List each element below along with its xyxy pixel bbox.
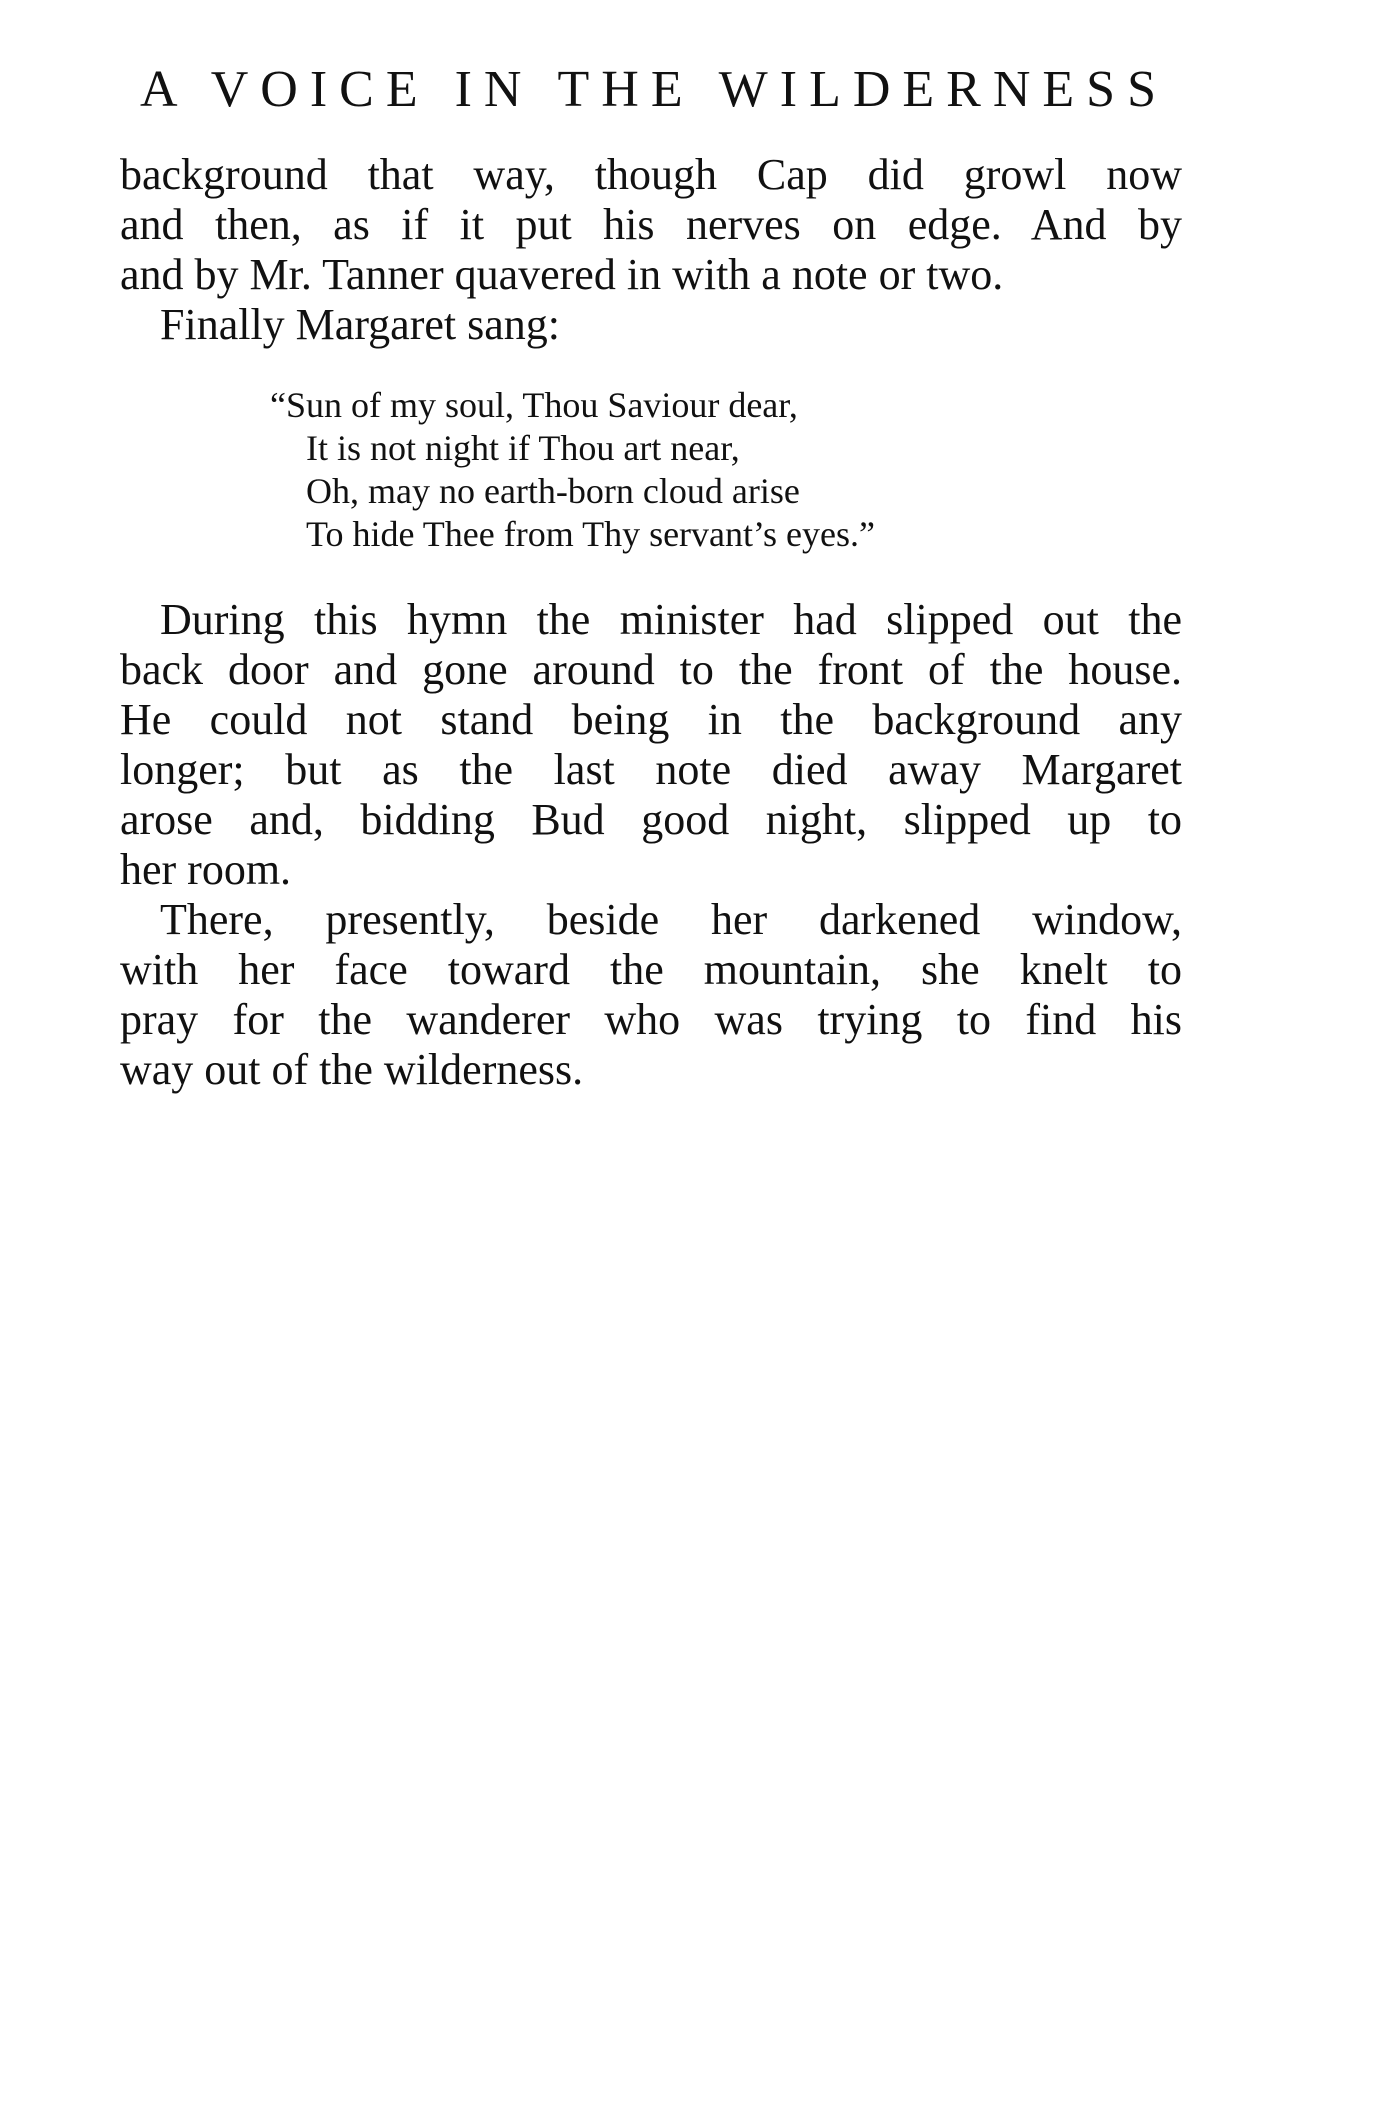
paragraph-line: her room.	[120, 845, 292, 894]
hymn-line: To hide Thee from Thy servant’s eyes.”	[306, 514, 875, 554]
paragraph-line: and by Mr. Tanner quavered in with a note or two.	[120, 250, 1004, 299]
paragraph-line: and then, as if it put his nerves on edge. And by	[120, 200, 1182, 249]
paragraph-line: back door and gone around to the front of the house.	[120, 645, 1182, 694]
hymn-line: It is not night if Thou art near,	[306, 428, 740, 468]
paragraph-line: He could not stand being in the background any	[120, 695, 1182, 744]
hymn-line: Oh, may no earth-born cloud arise	[306, 471, 800, 511]
paragraph-line: pray for the wanderer who was trying to find his	[120, 995, 1182, 1044]
paragraph-line: with her face toward the mountain, she knelt to	[120, 945, 1182, 994]
paragraph-line: There, presently, beside her darkened window,	[160, 895, 1182, 944]
paragraph-4	[120, 895, 1182, 1095]
paragraph-3	[120, 595, 1182, 895]
paragraph-2	[120, 300, 1182, 350]
paragraph-1	[120, 150, 1182, 300]
paragraph-line: way out of the wilderness.	[120, 1045, 584, 1094]
paragraph-line: arose and, bidding Bud good night, slipped up to	[120, 795, 1182, 844]
paragraph-line: longer; but as the last note died away Margaret	[120, 745, 1182, 794]
paragraph-line: Finally Margaret sang:	[160, 300, 560, 349]
hymn-verse	[270, 384, 875, 556]
running-head: A VOICE IN THE WILDERNESS	[140, 61, 1168, 118]
hymn-line: “Sun of my soul, Thou Saviour dear,	[270, 385, 798, 425]
paragraph-line: During this hymn the minister had slipped out the	[160, 595, 1182, 644]
paragraph-line: background that way, though Cap did growl now	[120, 150, 1182, 199]
